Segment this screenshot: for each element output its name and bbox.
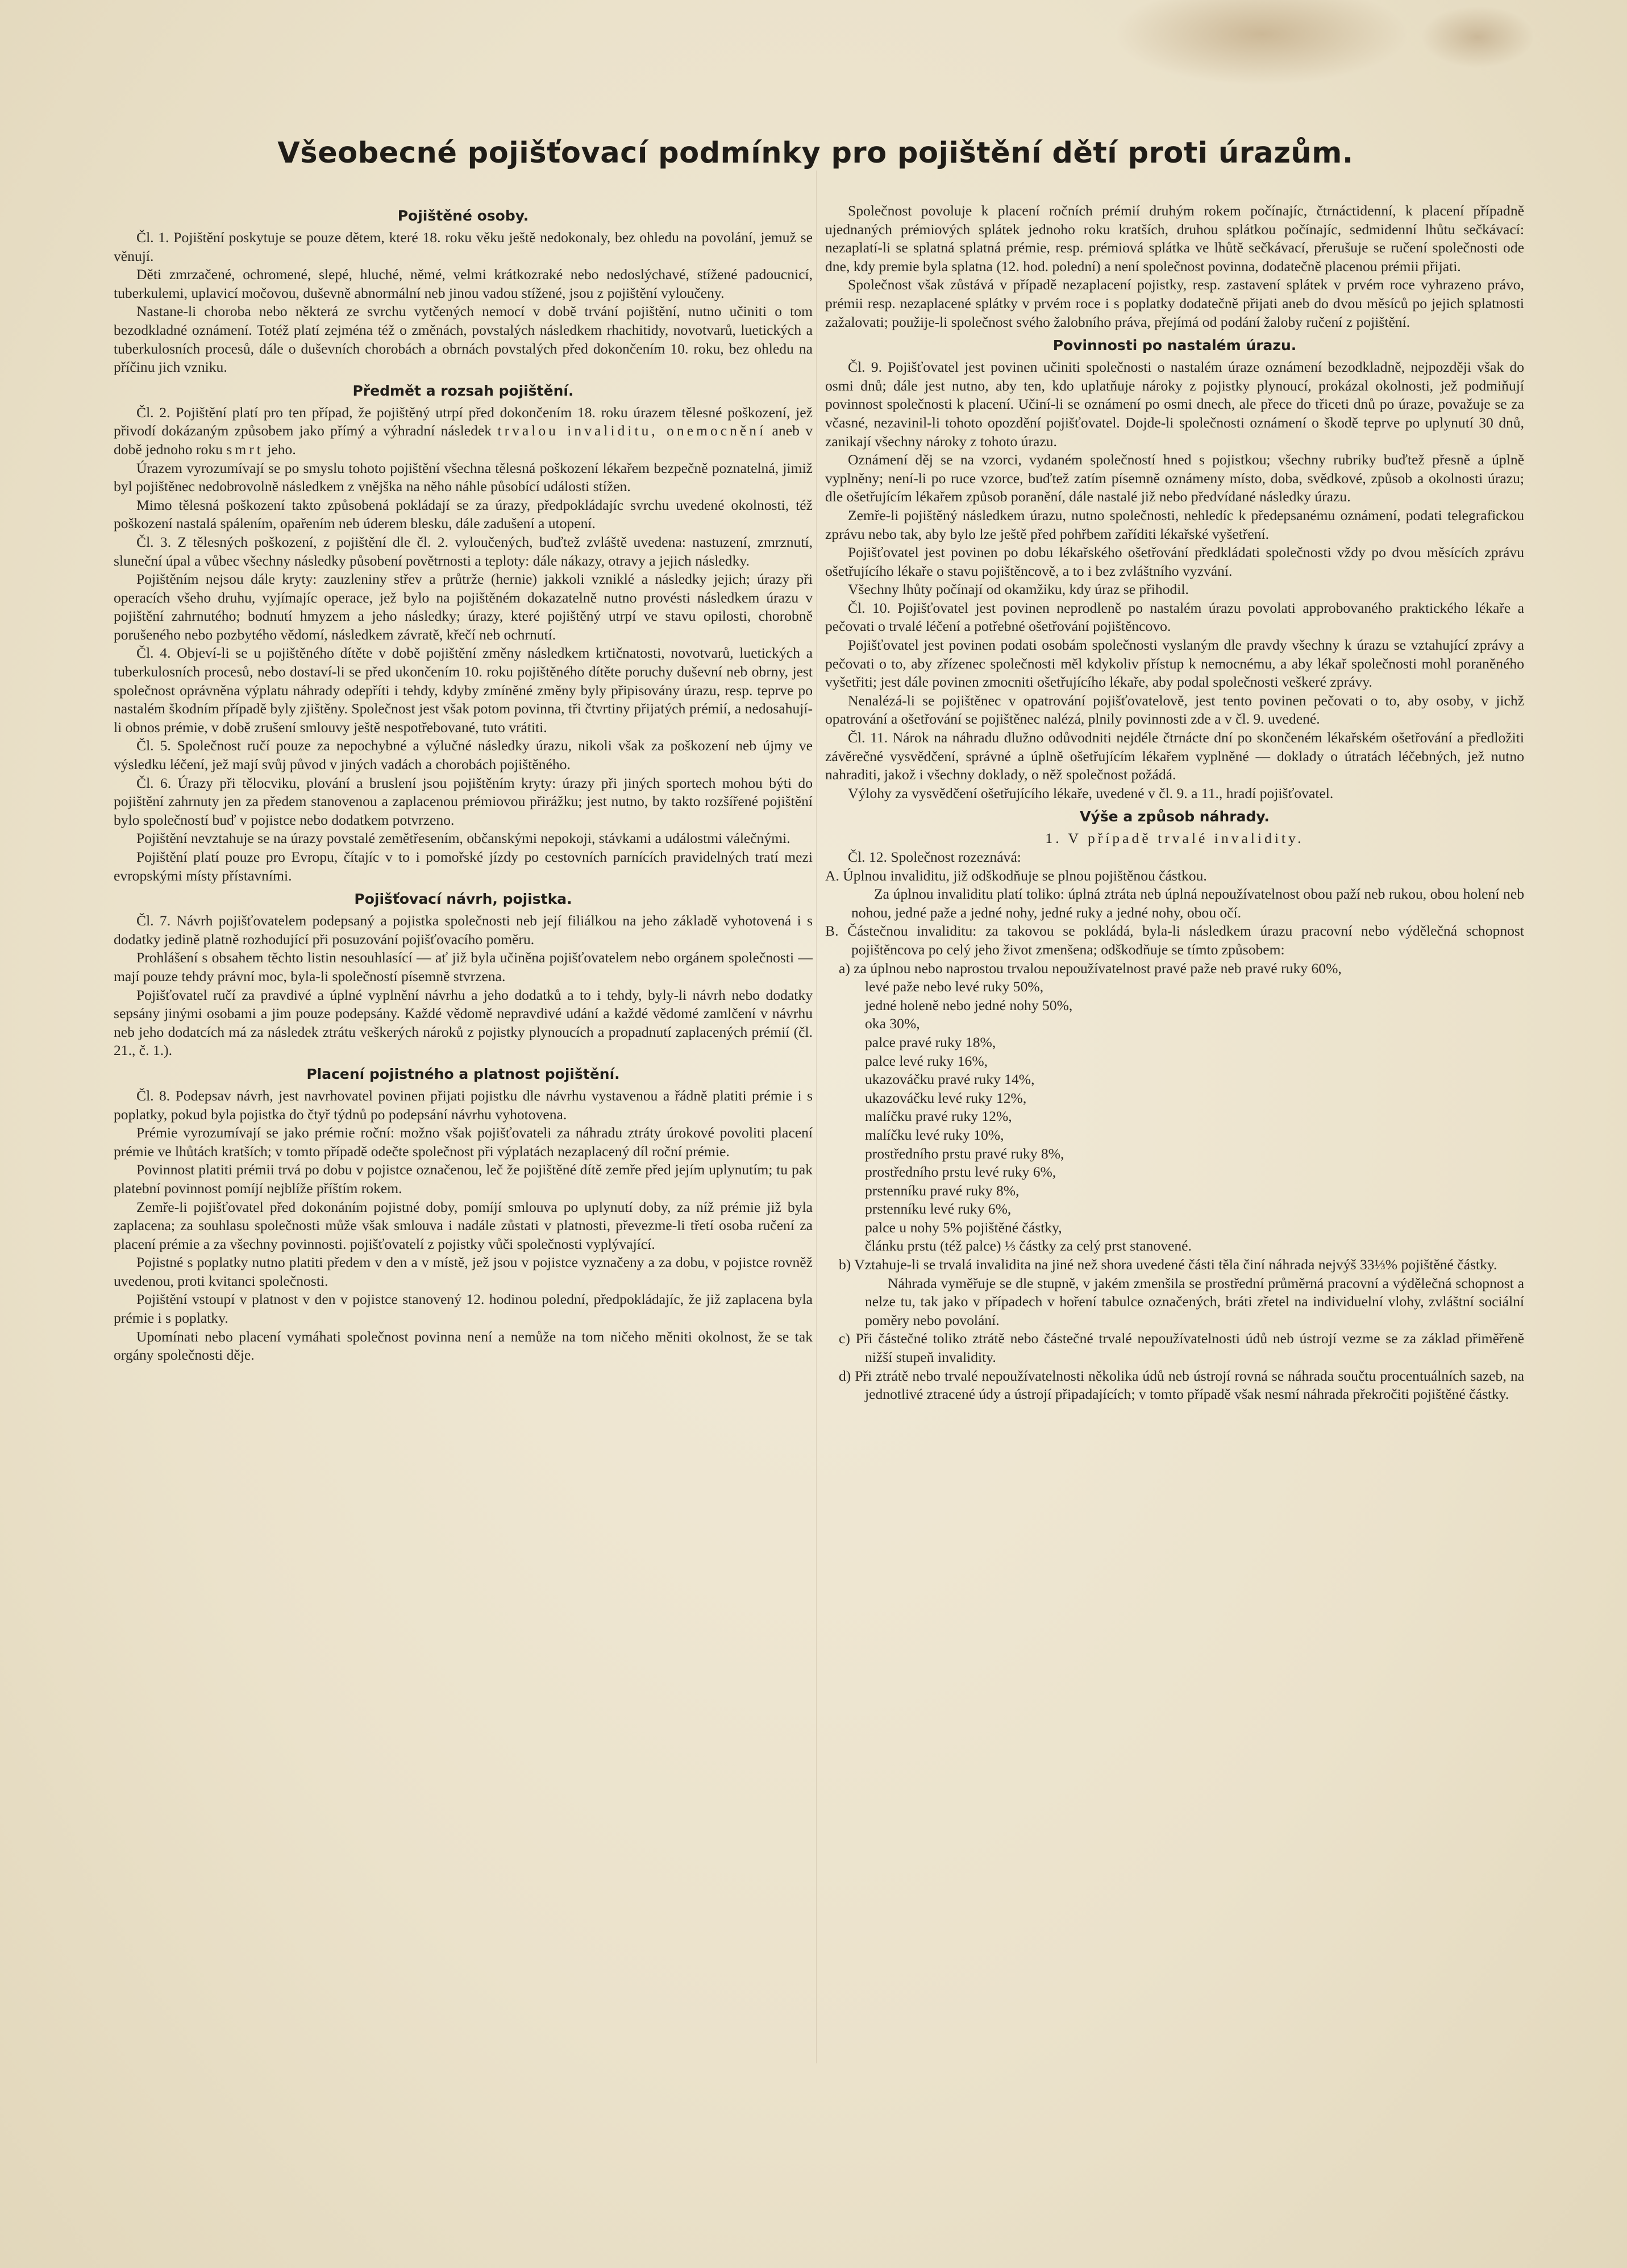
paragraph: Upomínati nebo placení vymáhati společnost povinna není a nemůže na tom ničeho měniti okolnost, že se tak orgány společnosti děje. [114, 1328, 813, 1364]
invalidity-rates [825, 978, 1524, 1256]
paragraph: Nastane-li choroba nebo některá ze svrchu vytčených nemocí v době trvání pojištění, nutno učiniti o tom bezodkladné oznámení. Totéž platí zejména též o změnách, povstalých následkem rhachitidy, novotvarů, luetických a tuberkulosních procesů, dále o duševních chorobách a obrnách povstalých před dokončením 10. roku, bez ohledu na příčinu jich vzniku. [114, 303, 813, 376]
paragraph: Pojišťovatel jest povinen po dobu lékařského ošetřování předkládati společnosti vždy po dvou měsících zprávu ošetřujícího lékaře o stavu pojištěncově, a to i bez zvláštního vyzvání. [825, 544, 1524, 579]
rate-item: prstenníku pravé ruky 8%, [865, 1182, 1020, 1199]
paragraph: Čl. 7. Návrh pojišťovatelem podepsaný a pojistka společnosti neb její filiálkou na jeho základě vyhotovená i s dodatky jedině platně rozhodující při posuzování pojišťovacího poměru. [114, 912, 813, 948]
list-item: b) Vztahuje-li se trvalá invalidita na jiné než shora uvedené části těla činí náhrada nejvýš 33⅓% pojištěné částky. [839, 1256, 1497, 1273]
rate-item: jedné holeně nebo jedné nohy 50%, [865, 996, 1073, 1013]
list-item: B. Částečnou invaliditu: za takovou se pokládá, byla-li následkem úrazu pracovní nebo výdělečná schopnost pojištěncova po celý jeho život zmenšena; odškodňuje se tímto způsobem: [825, 923, 1524, 958]
paragraph: Čl. 4. Objeví-li se u pojištěného dítěte v době pojištění změny následkem krtičnatosti, novotvarů, luetických a tuberkulosních procesů, nebo dostaví-li se před ukončením 10. roku pojištěného dítěte poruchy duševní neb obrny, jest společnost oprávněna výplatu náhrady odepříti i tehdy, kdyby zmíněné změny byly připisovány úrazu, resp. teprve po nastalém škodním případě byly zjištěny. Společnost jest však potom povinna, tři čtvrtiny přijatých prémií, a nedosahují-li obnos prémie, v době zrušení smlouvy ještě nespotřebované, tuto vrátiti. [114, 645, 813, 736]
paragraph: Zemře-li pojištěný následkem úrazu, nutno společnosti, nehledíc k předepsanému oznámení, podati telegrafickou zprávu nebo tak, aby bylo lze ještě před pohřbem zaříditi lékařské vyšetření. [825, 506, 1524, 542]
paragraph: Čl. 9. Pojišťovatel jest povinen učiniti společnosti o nastalém úraze oznámení bezodkladně, nejpozději však do osmi dnů; dále jest nutno, aby ten, kdo uplatňuje nároky z pojistky plynoucí, prokázal okolnosti, jež podmiňují povinnost společnosti k placení. Učiní-li se oznámení po osmi dnech, ale přece do třiceti dnů po úraze, považuje se za včasné, nezavinil-li tohoto opozdění pojišťovatel. Dojde-li společnosti oznámení o škodě teprve po uplynutí 30 dnů, zanikají všechny nároky z tohoto úrazu. [825, 359, 1524, 450]
rate-item: prostředního prstu levé ruky 6%, [865, 1164, 1056, 1181]
section-heading: Předmět a rozsah pojištění. [352, 382, 574, 399]
rate-item: ukazováčku levé ruky 12%, [865, 1089, 1027, 1106]
section-heading: Placení pojistného a platnost pojištění. [306, 1065, 620, 1082]
paragraph: Povinnost platiti prémii trvá po dobu v pojistce označenou, leč že pojištěné dítě zemře před jejím uplynutím; tu pak platební povinnost pomíjí nejblíže příštím rokem. [114, 1161, 813, 1197]
rate-item: levé paže nebo levé ruky 50%, [865, 978, 1044, 995]
paragraph: Za úplnou invaliditu platí toliko: úplná ztráta neb úplná nepoužívatelnost obou paží neb rukou, obou holení neb nohou, jedné paže a jedné nohy, jedné ruky a jedné nohy, obou očí. [851, 886, 1524, 921]
rate-item: palce u nohy 5% pojištěné částky, [865, 1219, 1062, 1236]
paragraph: Výlohy za vysvědčení ošetřujícího lékaře, uvedené v čl. 9. a 11., hradí pojišťovatel. [848, 784, 1334, 801]
paragraph: Společnost povoluje k placení ročních prémií druhým rokem počínajíc, čtrnáctidenní, k placení případně ujednaných prémiových splátek jednoho roku kratších, druhou splátkou počínajíc, sedmidenní lhůtu sečkávací: nezaplatí-li se splatná splatná prémie, resp. prémiová splátka ve lhůtě sečkávací, přerušuje se ručení společnosti ode dne, kdy premie byla splatna (12. hod. polední) a není společnost povinna, dodatečně placenou prémii přijati. [825, 202, 1524, 275]
paragraph: Pojišťovatel jest povinen podati osobám společnosti vyslaným dle pravdy všechny k úrazu se vztahující zprávy a pečovati o to, aby zřízenec společnosti měl kdykoliv přístup k nemocnému, a aby lékař společnosti mohl poraněného vyšetřiti; jest dále povinen zmocniti ošetřujícího lékaře, aby podal společnosti veškeré zprávy. [825, 637, 1524, 691]
paragraph: Všechny lhůty počínají od okamžiku, kdy úraz se přihodil. [848, 581, 1189, 598]
rate-item: palce pravé ruky 18%, [865, 1033, 996, 1050]
rate-item: palce levé ruky 16%, [865, 1052, 988, 1069]
paragraph: Čl. 11. Nárok na náhradu dlužno odůvodniti nejdéle čtrnácte dní po skončeném lékařském ošetřování a předložiti závěrečné vysvědčení, správné a úplně ošetřujícím lékařem vyplněné — doklady o útratách léčebných, jež nutno nahraditi, jakož i všechny doklady, o něž společnost požádá. [825, 729, 1524, 783]
rate-item: prostředního prstu pravé ruky 8%, [865, 1145, 1064, 1162]
paragraph: Prohlášení s obsahem těchto listin nesouhlasící — ať již byla učiněna pojišťovatelem nebo orgánem společnosti — mají pouze tehdy právní moc, byla-li společností písemně stvrzena. [114, 949, 813, 985]
paragraph: Čl. 5. Společnost ručí pouze za nepochybné a výlučné následky úrazu, nikoli však za poškození neb újmy ve výsledku léčení, jež mají svůj původ v jiných vadách a chorobách pojištěného. [114, 737, 813, 773]
paragraph: Čl. 6. Úrazy při tělocviku, plování a bruslení jsou pojištěním kryty: úrazy při jiných sportech mohou býti do pojištění zahrnuty jen za předem stanovenou a zaplacenou prémiovou přirážku; jest nutno, by takto rozšířené pojištění bylo společností buď v pojistce nebo dodatkem potvrzeno. [114, 774, 813, 828]
paragraph: Čl. 1. Pojištění poskytuje se pouze dětem, které 18. roku věku ještě nedokonaly, bez ohledu na povolání, jemuž se věnují. [114, 229, 813, 264]
paragraph: Pojištění vstoupí v platnost v den v pojistce stanovený 12. hodinou polední, předpokládajíc, že již zaplacena byla prémie i s poplatky. [114, 1291, 813, 1327]
section-heading: Povinnosti po nastalém úrazu. [1052, 337, 1297, 354]
paragraph: Pojišťovatel ručí za pravdivé a úplné vyplnění návrhu a jeho dodatků a to i tehdy, byly-li návrh nebo dodatky sepsány jinými osobami a jim pouze podepsány. Každé vědomě nepravdivé udání a každé vědomé zamlčení v návrhu neb jeho dodatcích má za následek ztrátu veškerých nároků z pojistky plynoucích a propadnutí zaplacených prémií (čl. 21., č. 1.). [114, 986, 813, 1059]
paragraph: Čl. 2. Pojištění platí pro ten případ, že pojištěný utrpí před dokončením 18. roku úrazem tělesné poškození, jež přivodí dokázaným způsobem jako přímý a výhradní následek trvalou invaliditu, onemocnění aneb v době jednoho roku smrt jeho. [114, 404, 813, 458]
fold-line [816, 171, 817, 2063]
paragraph: Společnost však zůstává v případě nezaplacení pojistky, resp. zastavení splátek v prvém roce vyhrazeno právo, prémii resp. nezaplacené splátky v prvém roce i s poplatky dodatečně přijati aneb do dvou měsíců po jejich splatnosti zažalovati; použije-li společnost svého žalobního práva, přejímá od podání žaloby ručení z pojištění. [825, 276, 1524, 330]
subheading: 1. V případě trvalé invalidity. [1045, 830, 1304, 847]
section-heading: Výše a způsob náhrady. [1080, 808, 1270, 825]
paragraph: Zemře-li pojišťovatel před dokonáním pojistné doby, pomíjí smlouva po uplynutí doby, za níž prémie již byla zaplacena; za souhlasu společnosti může však smlouva i nadále zůstati v platnosti, převezme-li třetí osoba ručení za placení prémie a za všechny povinnosti. pojišťovatelí z pojistky vůči společnosti vyplývající. [114, 1198, 813, 1252]
rate-item: článku prstu (též palce) ⅓ částky za celý prst stanovené. [865, 1237, 1192, 1255]
paragraph: Úrazem vyrozumívají se po smyslu tohoto pojištění všechna tělesná poškození lékařem bezpečně poznatelná, jimiž byl pojištěnec nedobrovolně následkem z vnějška na něho náhle působící události stížen. [114, 459, 813, 495]
rate-item: malíčku pravé ruky 12%, [865, 1108, 1012, 1125]
paragraph: Čl. 12. Společnost rozeznává: [848, 849, 1021, 865]
section-heading: Pojištěné osoby. [397, 207, 529, 224]
paragraph: Mimo tělesná poškození takto způsobená pokládají se za úrazy, předpokládajíc svrchu uvedené okolnosti, též poškození nastalá spálením, opařením neb úderem blesku, dále zadušení a utopení. [114, 496, 813, 532]
paragraph: Děti zmrzačené, ochromené, slepé, hluché, němé, velmi krátkozraké nebo nedoslýchavé, stížené padoucnicí, tuberkulemi, uplavicí močovou, duševně abnormální neb jinou vadou stížené, jsou z pojištění vyloučeny. [114, 266, 813, 301]
paragraph: Čl. 3. Z tělesných poškození, z pojištění dle čl. 2. vyloučených, buďtež zvláště uvedena: nastuzení, zmrznutí, sluneční úpal a vůbec všechny následky působení povětrnosti a teploty: dále nákazy, otravy a jejich následky. [114, 533, 813, 569]
paragraph: Čl. 8. Podepsav návrh, jest navrhovatel povinen přijati pojistku dle návrhu vystavenou a řádně platiti prémie i s poplatky, pokud byla pojistka do čtyř týdnů po podepsání návrhu vyhotovena. [114, 1087, 813, 1123]
paragraph: Pojistné s poplatky nutno platiti předem v den a v místě, jež jsou v pojistce vyznačeny a za dobu, v pojistce rovněž uvedenou, proti kvitanci společnosti. [114, 1254, 813, 1289]
stain [1421, 6, 1534, 68]
rate-item: oka 30%, [865, 1015, 920, 1032]
paragraph: Pojištěním nejsou dále kryty: zauzleniny střev a průtrže (hernie) jakkoli vzniklé a následky jejich; úrazy při operacích všeho druhu, vyjímajíc operace, jež bylo na pojištěném dokazatelně nutno provésti následkem úrazu v pojištění zahrnutého; bodnutí hmyzem a jeho následky; úrazy, které pojištěný utrpí ve stavu opilosti, chorobně porušeného nebo pozbytého vědomí, následkem závratě, křečí neb ochrnutí. [114, 571, 813, 643]
paragraph: Pojištění platí pouze pro Evropu, čítajíc v to i pomořské jízdy po cestovních parnících pravidelných tratí mezi evropskými místy přístavními. [114, 849, 813, 884]
spaced-text: trvalou invaliditu, onemocnění [497, 422, 767, 439]
stain [1114, 0, 1409, 85]
rate-item: prstenníku levé ruky 6%, [865, 1201, 1012, 1218]
section-heading: Pojišťovací návrh, pojistka. [354, 891, 572, 908]
right-column [825, 202, 1524, 1404]
rate-item: malíčku levé ruky 10%, [865, 1126, 1004, 1143]
list-item: A. Úplnou invaliditu, již odškodňuje se plnou pojištěnou částkou. [825, 867, 1207, 884]
spaced-text: smrt [226, 441, 264, 458]
paragraph: Prémie vyrozumívají se jako prémie roční: možno však pojišťovateli za náhradu ztráty úrokové povoliti placení prémie ve lhůtách kratších; v tomto případě odečte společnost při výplatách nezaplacený díl roční prémie. [114, 1124, 813, 1160]
paragraph: Oznámení děj se na vzorci, vydaném společností hned s pojistkou; všechny rubriky buďtež přesně a úplně vyplněny; není-li po ruce vzorce, buďtež zatím písemně oznámeny místo, doba, svědkové, způsob a okolnosti úrazu; dle ošetřujícím lékařem způsob poranění, dále nastalé již nebo předvídané následky úrazu. [825, 451, 1524, 505]
rate-item: ukazováčku pravé ruky 14%, [865, 1071, 1035, 1088]
list-item: d) Při ztrátě nebo trvalé nepoužívatelnosti několika údů neb ústrojí rovná se náhrada součtu procentuálních sazeb, na jednotlivé ztracené údy a ústrojí připadajících; v tomto případě však nesmí náhrada překročiti pojištěné částky. [839, 1367, 1524, 1403]
paragraph: Náhrada vyměřuje se dle stupně, v jakém zmenšila se prostřední průměrná pracovní a výdělečná schopnost a nelze tu, tak jako v případech v hoření tabulce označených, bráti zřetel na individuelní vlohy, zvláštní sociální poměry nebo povolání. [865, 1274, 1524, 1328]
left-column [114, 202, 813, 1365]
list-item: a) za úplnou nebo naprostou trvalou nepoužívatelnost pravé paže neb pravé ruky 60%, [839, 959, 1342, 977]
paragraph: Čl. 10. Pojišťovatel jest povinen neprodleně po nastalém úrazu povolati approbovaného praktického lékaře a pečovati o trvalé léčení a potřebné ošetřování pojištěncovo. [825, 599, 1524, 635]
paragraph: Nenalézá-li se pojištěnec v opatrování pojišťovatelově, jest tento povinen pečovati o to, aby osoby, v jichž opatrování a ošetřování se pojištěnec nalézá, plnily povinnosti zde a v čl. 9. uvedené. [825, 692, 1524, 728]
paragraph: Pojištění nevztahuje se na úrazy povstalé zemětřesením, občanskými nepokoji, stávkami a událostmi válečnými. [136, 830, 790, 847]
list-item: c) Při částečné toliko ztrátě nebo částečné trvalé nepoužívatelnosti údů neb ústrojí vezme se za základ přiměřeně nižší stupeň invalidity. [839, 1330, 1524, 1366]
document-title: Všeobecné pojišťovací podmínky pro pojištění dětí proti úrazům. [277, 136, 1354, 170]
